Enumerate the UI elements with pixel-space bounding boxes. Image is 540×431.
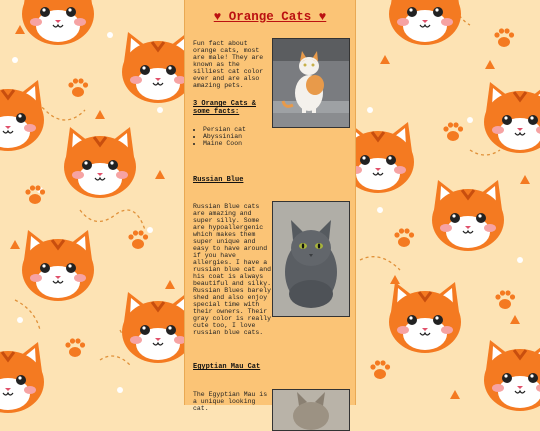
egyptian-mau-text: The Egyptian Mau is a unique looking cat. (193, 391, 268, 412)
facts-list (193, 126, 246, 147)
page-title: ♥ Orange Cats ♥ (213, 10, 327, 24)
list-item: • Persian cat (203, 126, 246, 133)
list-item: • Maine Coon (203, 140, 246, 147)
orange-cat-photo (272, 38, 350, 128)
russian-blue-heading: Russian Blue (193, 176, 244, 184)
egyptian-mau-heading: Egyptian Mau Cat (193, 363, 261, 371)
content-column (184, 0, 356, 412)
russian-blue-text: Russian Blue cats are amazing and super silly. Some are hypoallergenic which makes them super unique and easy to have around if you have allergies. I have a russian blue cat and his coat is always beautiful and silky. Russian Blues barely shed and also enjoy special time with their owners. Their gray color is really cute too, I love russian blue cats. (193, 203, 272, 336)
russian-blue-cat-photo (272, 201, 350, 317)
facts-heading: 3 Orange Cats & some facts: (193, 100, 257, 116)
egyptian-mau-cat-photo (272, 389, 350, 431)
intro-text: Fun fact about orange cats, most are male! They are known as the silliest cat color ever and are also amazing pets. (193, 40, 264, 89)
list-item: • Abyssinian (203, 133, 246, 140)
